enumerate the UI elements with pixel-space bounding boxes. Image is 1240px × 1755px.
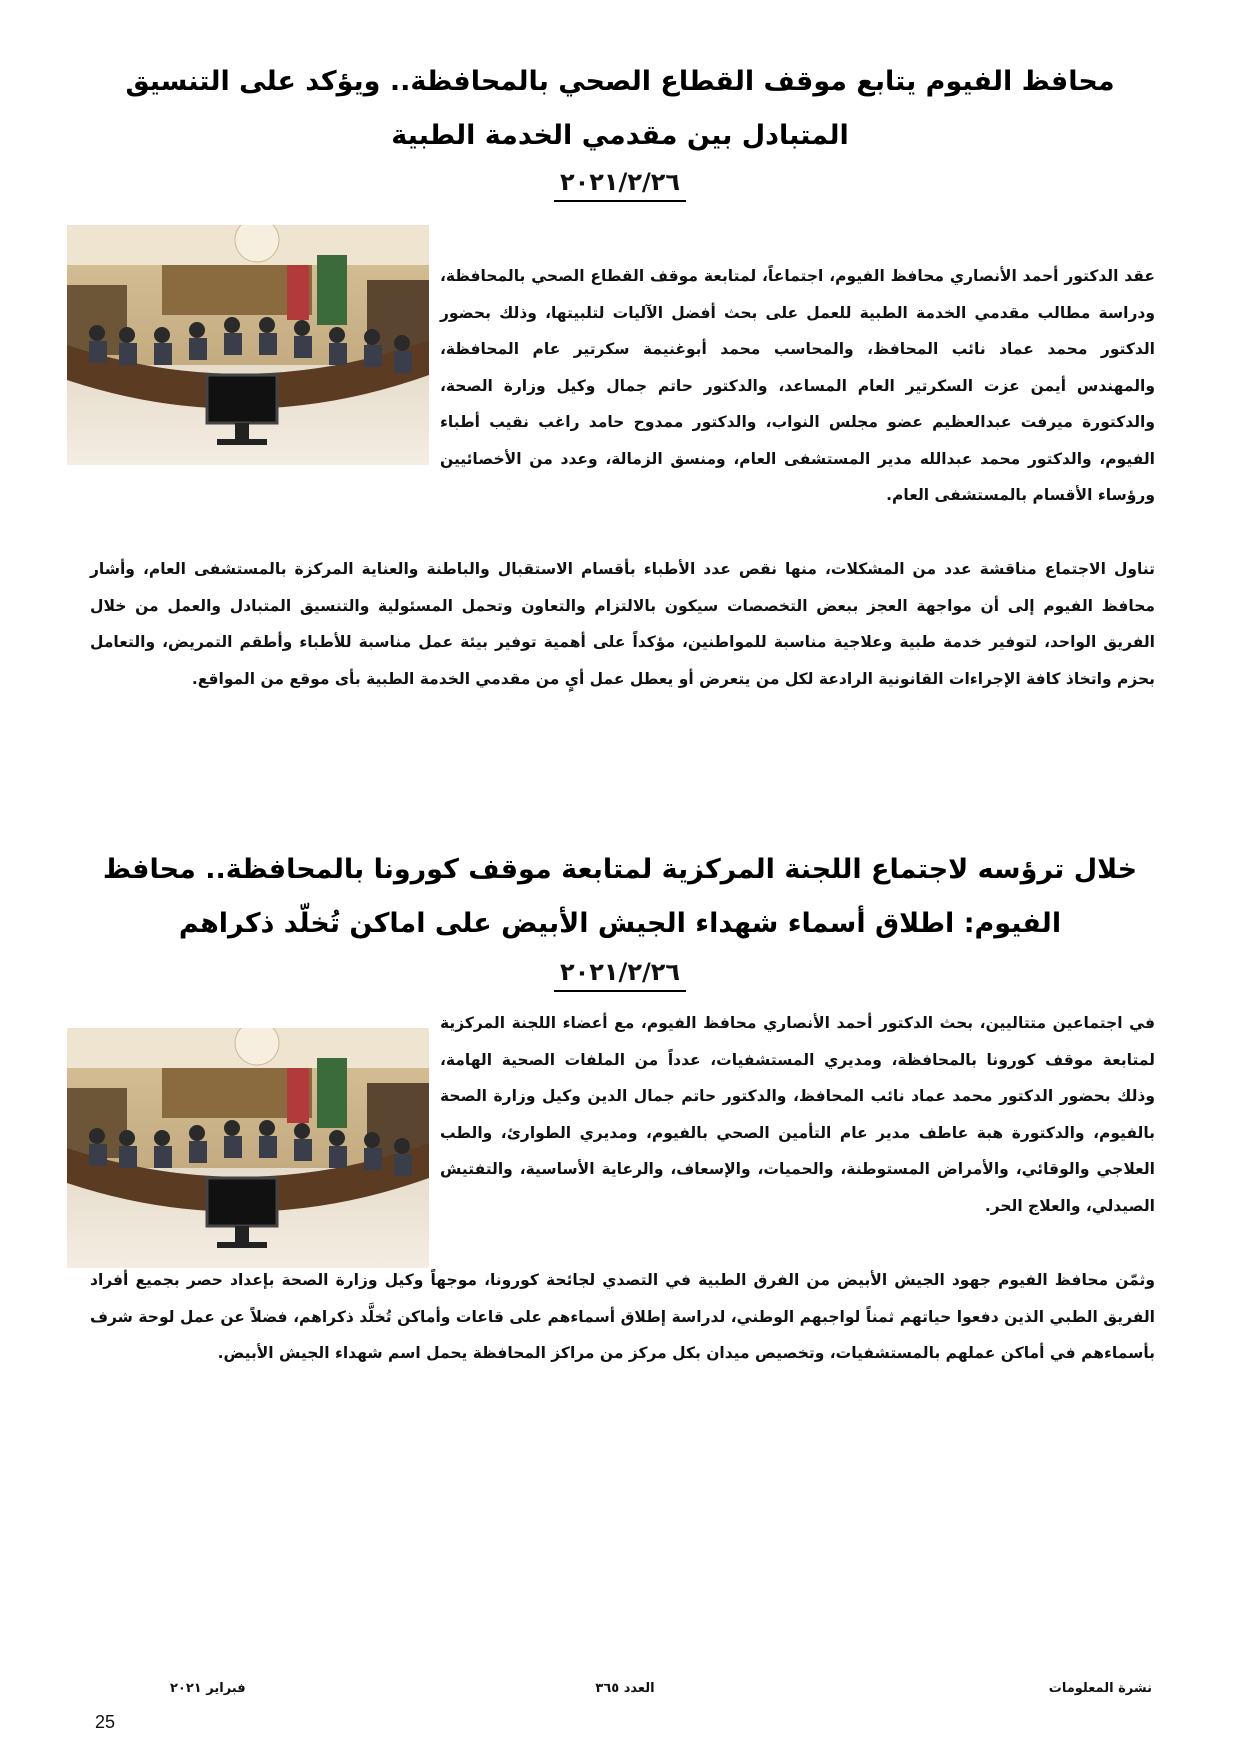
- article1-date: ٢٠٢١/٢/٢٦: [0, 168, 1240, 202]
- article1-headline: محافظ الفيوم يتابع موقف القطاع الصحي بالمحافظة.. ويؤكد على التنسيق المتبادل بين مقدمي الخدمة الطبية: [125, 66, 1115, 151]
- article1-paragraph1: عقد الدكتور أحمد الأنصاري محافظ الفيوم، اجتماعاً، لمتابعة موقف القطاع الصحي بالمحافظة، ودراسة مطالب مقدمي الخدمة الطبية للعمل على بحث أفضل الآليات لتلبيتها، وذلك بحضور الدكتور محمد عماد نائب المحافظ، والمحاسب محمد أبوغنيمة سكرتير عام المحافظة، والمهندس أيمن عزت السكرتير العام المساعد، والدكتور حاتم جمال وكيل وزارة الصحة، والدكتورة ميرفت عبدالعظيم عضو مجلس النواب، والدكتور ممدوح حامد راغب نقيب أطباء الفيوم، والدكتور محمد عبدالله مدير المستشفى العام، ومنسق الزمالة، وعدد من الأخصائيين ورؤساء الأقسام بالمستشفى العام.: [440, 267, 1155, 504]
- article2-date: ٢٠٢١/٢/٢٦: [0, 958, 1240, 992]
- article2-paragraph2: وثمّن محافظ الفيوم جهود الجيش الأبيض من الفرق الطبية في التصدي لجائحة كورونا، موجهاً وكيل وزارة الصحة بإعداد حصر بجميع أفراد الفريق الطبي الذين دفعوا حياتهم ثمناً لواجبهم الوطني، لدراسة إطلاق أسماءهم على قاعات وأماكن تُخلَّد ذكراهم، فضلاً عن عمل لوحة شرف بأسماءهم في أماكن عملهم بالمستشفيات، وتخصيص ميدان بكل مركز من مراكز المحافظة يحمل اسم شهداء الجيش الأبيض.: [90, 1271, 1155, 1362]
- article1-paragraph2: تناول الاجتماع مناقشة عدد من المشكلات، منها نقص عدد الأطباء بأقسام الاستقبال والباطنة والعناية المركزة بالمستشفى العام، وأشار محافظ الفيوم إلى أن مواجهة العجز ببعض التخصصات سيكون بالالتزام والتعاون وتحمل المسئولية والتنسيق المتبادل والعمل من خلال الفريق الواحد، لتوفير خدمة طبية وعلاجية مناسبة للمواطنين، مؤكداً على أهمية توفير بيئة عمل مناسبة للأطباء وأطقم التمريض، والتعامل بحزم واتخاذ كافة الإجراءات القانونية الرادعة لكل من يتعرض أو يعطل عمل أيٍ من مقدمي الخدمة الطبية بأى موقع من المواقع.: [90, 560, 1155, 688]
- page-number: 25: [95, 1712, 116, 1732]
- article1-meeting-photo: [67, 225, 429, 465]
- footer-publication: نشرة المعلومات: [1048, 1681, 1152, 1696]
- article2-paragraph1: في اجتماعين متتاليين، بحث الدكتور أحمد الأنصاري محافظ الفيوم، مع أعضاء اللجنة المركزية لمتابعة موقف كورونا بالمحافظة، ومديري المستشفيات، عدداً من الملفات الصحية الهامة، وذلك بحضور الدكتور محمد عماد نائب المحافظ، والدكتور حاتم جمال الدين وكيل وزارة الصحة بالفيوم، والدكتورة هبة عاطف مدير عام التأمين الصحي بالفيوم، ومديري الطوارئ، والطب العلاجي والوقائي، والأمراض المستوطنة، والحميات، والإسعاف، والرعاية الأساسية، والتفتيش الصيدلي، والعلاج الحر.: [440, 1014, 1155, 1215]
- article2-meeting-photo: [67, 1028, 429, 1268]
- article2-headline: خلال ترؤسه لاجتماع اللجنة المركزية لمتابعة موقف كورونا بالمحافظة.. محافظ الفيوم: اطلاق أسماء شهداء الجيش الأبيض على اماكن تُخلّد ذكراهم: [102, 854, 1138, 939]
- footer-issue: العدد ٣٦٥: [595, 1681, 655, 1696]
- footer-month: فبراير ٢٠٢١: [170, 1681, 246, 1696]
